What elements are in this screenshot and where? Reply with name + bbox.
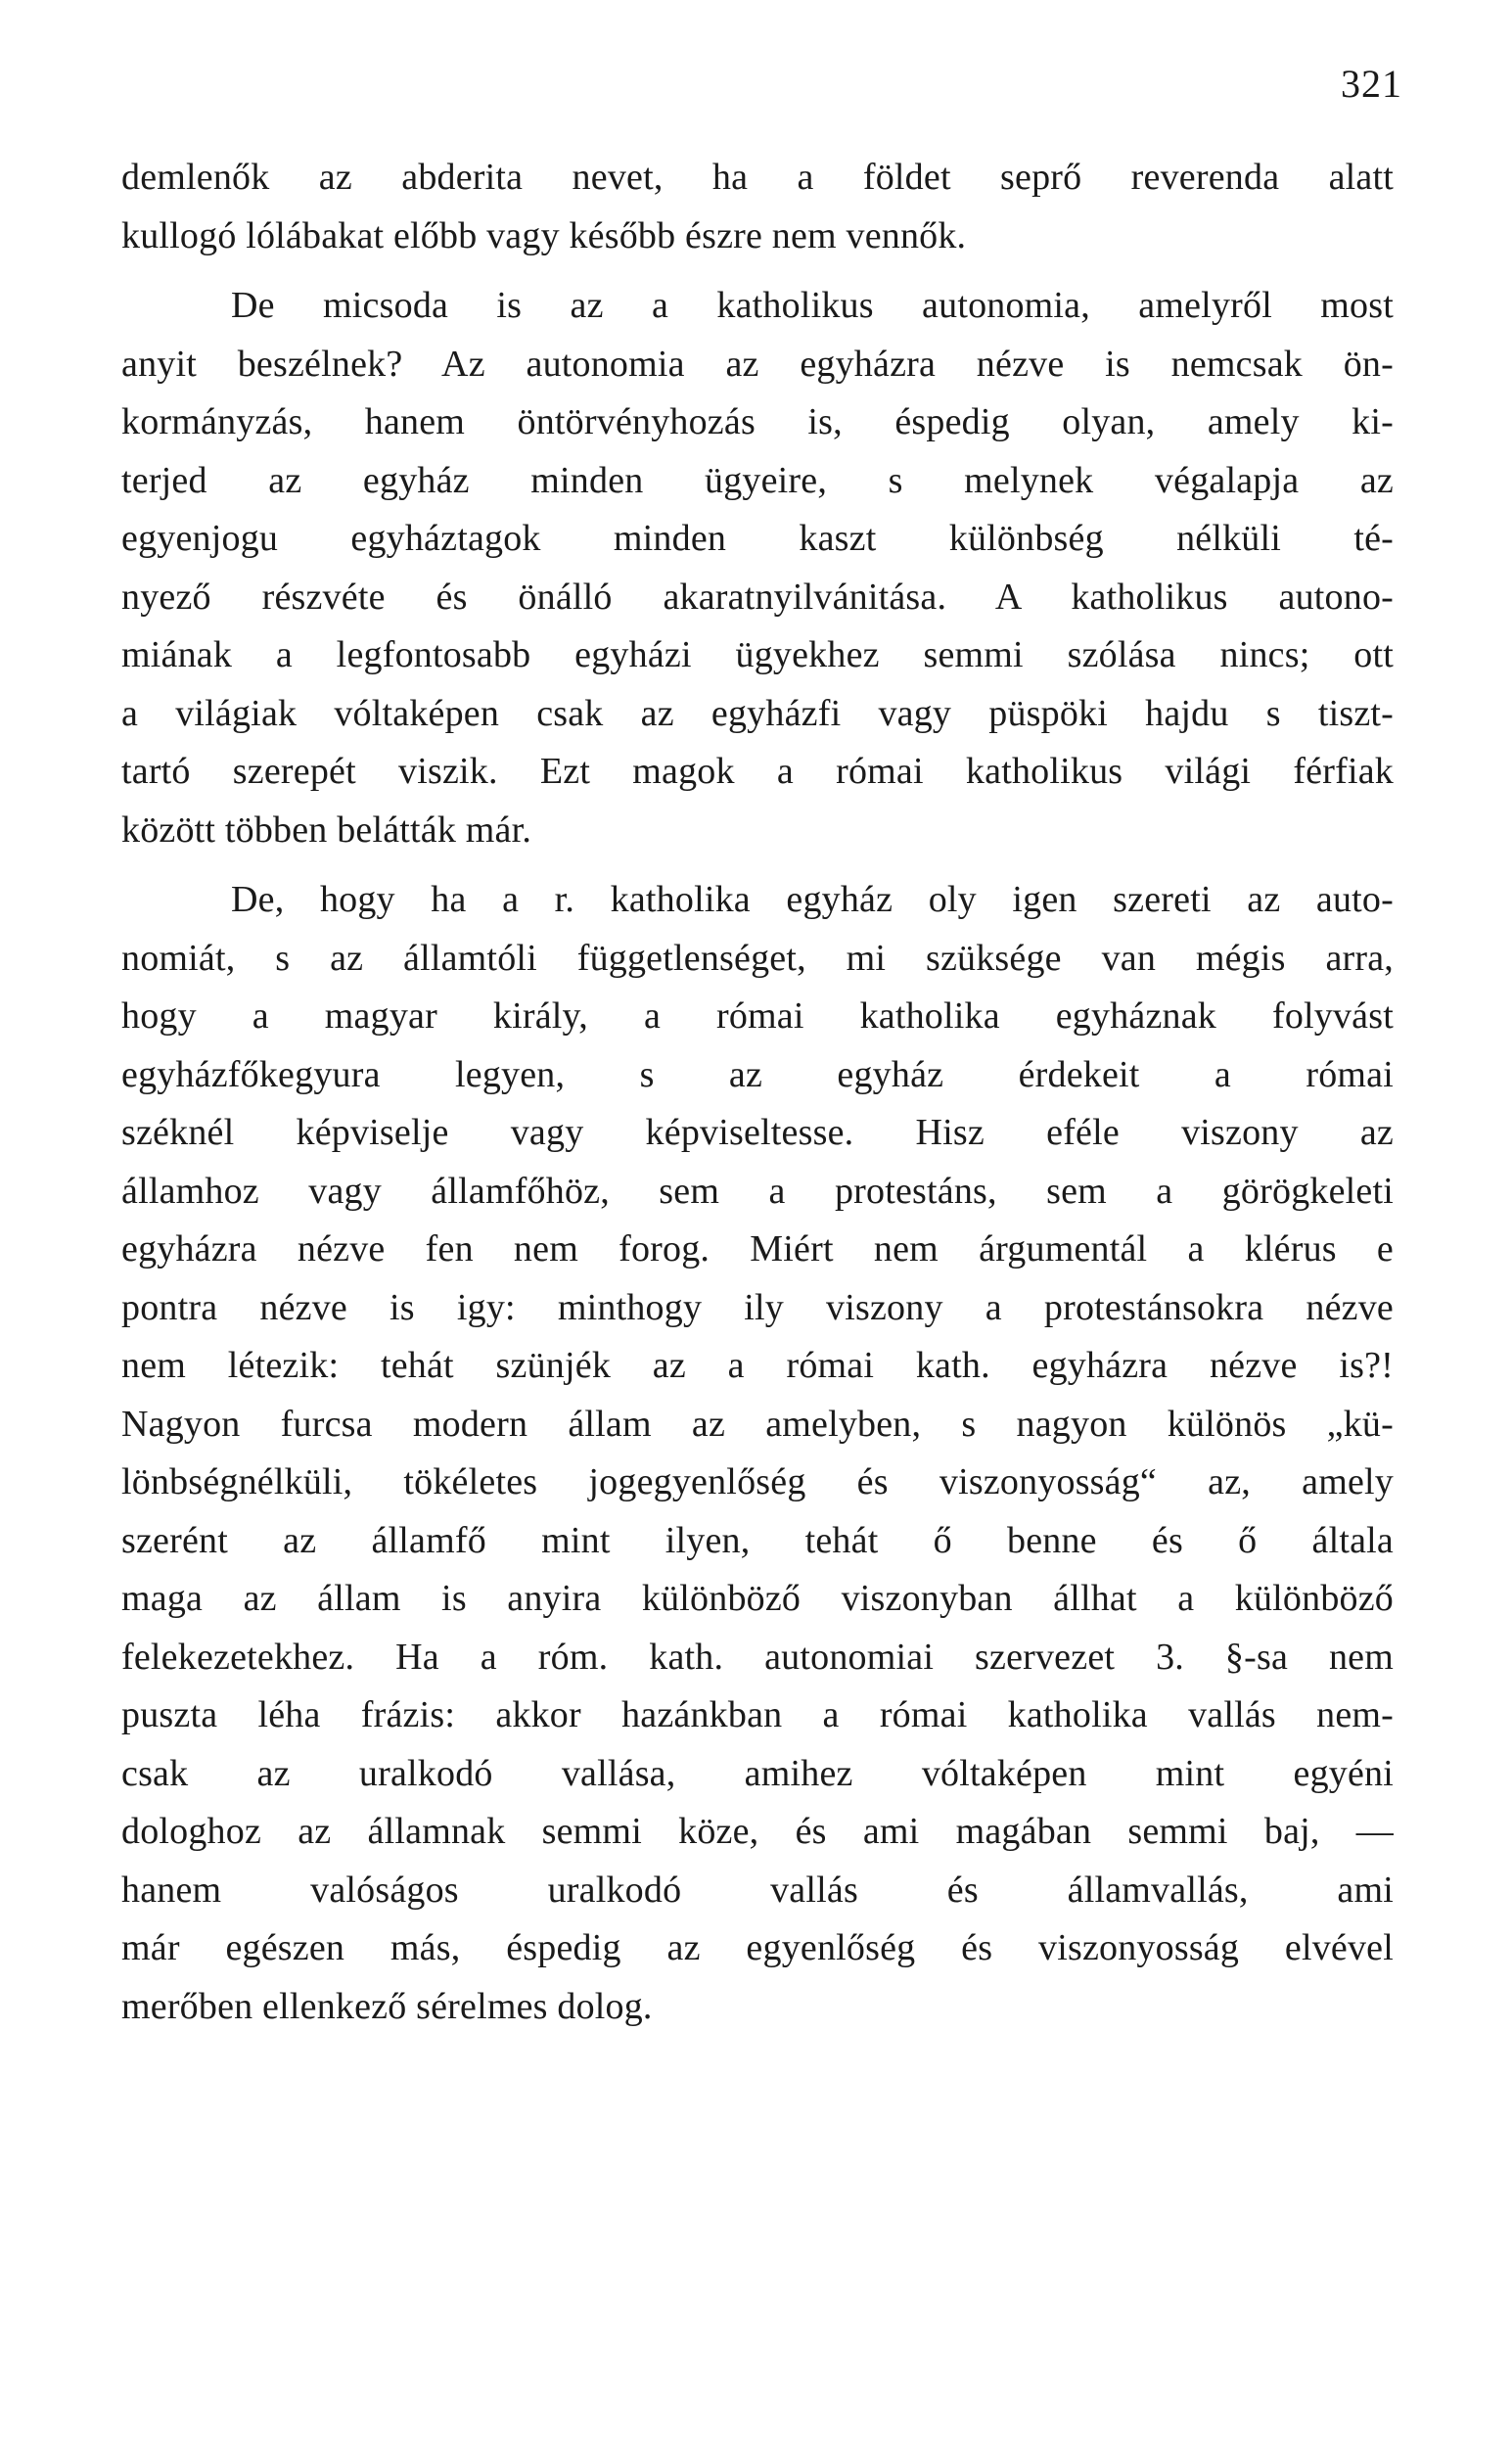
text-line: nyező részvéte és önálló akaratnyilvánitása. A katholikus autono-: [121, 576, 1394, 618]
paragraph: [121, 277, 1394, 859]
text-line: kormányzás, hanem öntörvényhozás is, éspedig olyan, amely ki-: [121, 401, 1394, 442]
text-line: felekezetekhez. Ha a róm. kath. autonomiai szervezet 3. §-sa nem: [121, 1636, 1394, 1678]
text-line: dologhoz az államnak semmi köze, és ami magában semmi baj, —: [121, 1811, 1394, 1852]
text-line: demlenők az abderita nevet, ha a földet seprő reverenda alatt: [121, 157, 1394, 198]
text-line: között többen belátták már.: [121, 808, 532, 851]
text-line: miának a legfontosabb egyházi ügyekhez semmi szólása nincs; ott: [121, 634, 1394, 675]
text-line: pontra nézve is igy: minthogy ily viszony a protestánsokra nézve: [121, 1286, 1394, 1328]
text-line: államhoz vagy államfőhöz, sem a protestáns, sem a görögkeleti: [121, 1170, 1394, 1212]
text-line: a világiak vóltaképen csak az egyházfi vagy püspöki hajdu s tiszt-: [121, 692, 1394, 734]
text-line: maga az állam is anyira különböző viszonyban állhat a különböző: [121, 1578, 1394, 1619]
text-line: anyit beszélnek? Az autonomia az egyházra nézve is nemcsak ön-: [121, 343, 1394, 385]
paragraph-gap: [121, 859, 1394, 871]
text-line: nem létezik: tehát szünjék az a római kath. egyházra nézve is?!: [121, 1345, 1394, 1386]
text-line: hogy a magyar király, a római katholika egyháznak folyvást: [121, 995, 1394, 1037]
text-line: lönbségnélküli, tökéletes jogegyenlőség és viszonyosság“ az, amely: [121, 1461, 1394, 1502]
text-line: egyenjogu egyháztagok minden kaszt különbség nélküli té-: [121, 518, 1394, 559]
paragraph: [121, 149, 1394, 265]
text-line: tartó szerepét viszik. Ezt magok a római katholikus világi férfiak: [121, 751, 1394, 792]
paragraph-gap: [121, 265, 1394, 277]
text-line: már egészen más, éspedig az egyenlőség és viszonyosság elvével: [121, 1927, 1394, 1968]
body-text: [121, 149, 1394, 2036]
text-line: De micsoda is az a katholikus autonomia, amelyről most: [231, 285, 1394, 326]
text-line: széknél képviselje vagy képviseltesse. Hisz eféle viszony az: [121, 1112, 1394, 1153]
text-line: hanem valóságos uralkodó vallás és államvallás, ami: [121, 1869, 1394, 1911]
text-line: puszta léha frázis: akkor hazánkban a római katholika vallás nem-: [121, 1694, 1394, 1735]
text-line: csak az uralkodó vallása, amihez vóltaképen mint egyéni: [121, 1752, 1394, 1794]
paragraph: [121, 871, 1394, 2036]
text-line: egyházra nézve fen nem forog. Miért nem árgumentál a klérus e: [121, 1228, 1394, 1270]
page-number: 321: [1341, 62, 1402, 106]
text-line: terjed az egyház minden ügyeire, s melynek végalapja az: [121, 459, 1394, 501]
text-line: De, hogy ha a r. katholika egyház oly igen szereti az auto-: [231, 879, 1394, 920]
text-line: nomiát, s az államtóli függetlenséget, mi szüksége van mégis arra,: [121, 937, 1394, 979]
text-line: szerént az államfő mint ilyen, tehát ő benne és ő általa: [121, 1519, 1394, 1561]
text-line: merőben ellenkező sérelmes dolog.: [121, 1985, 653, 2027]
text-line: kullogó lólábakat előbb vagy később észre nem vennők.: [121, 214, 967, 256]
text-line: Nagyon furcsa modern állam az amelyben, s nagyon különös „kü-: [121, 1403, 1394, 1445]
text-line: egyházfőkegyura legyen, s az egyház érdekeit a római: [121, 1053, 1394, 1095]
